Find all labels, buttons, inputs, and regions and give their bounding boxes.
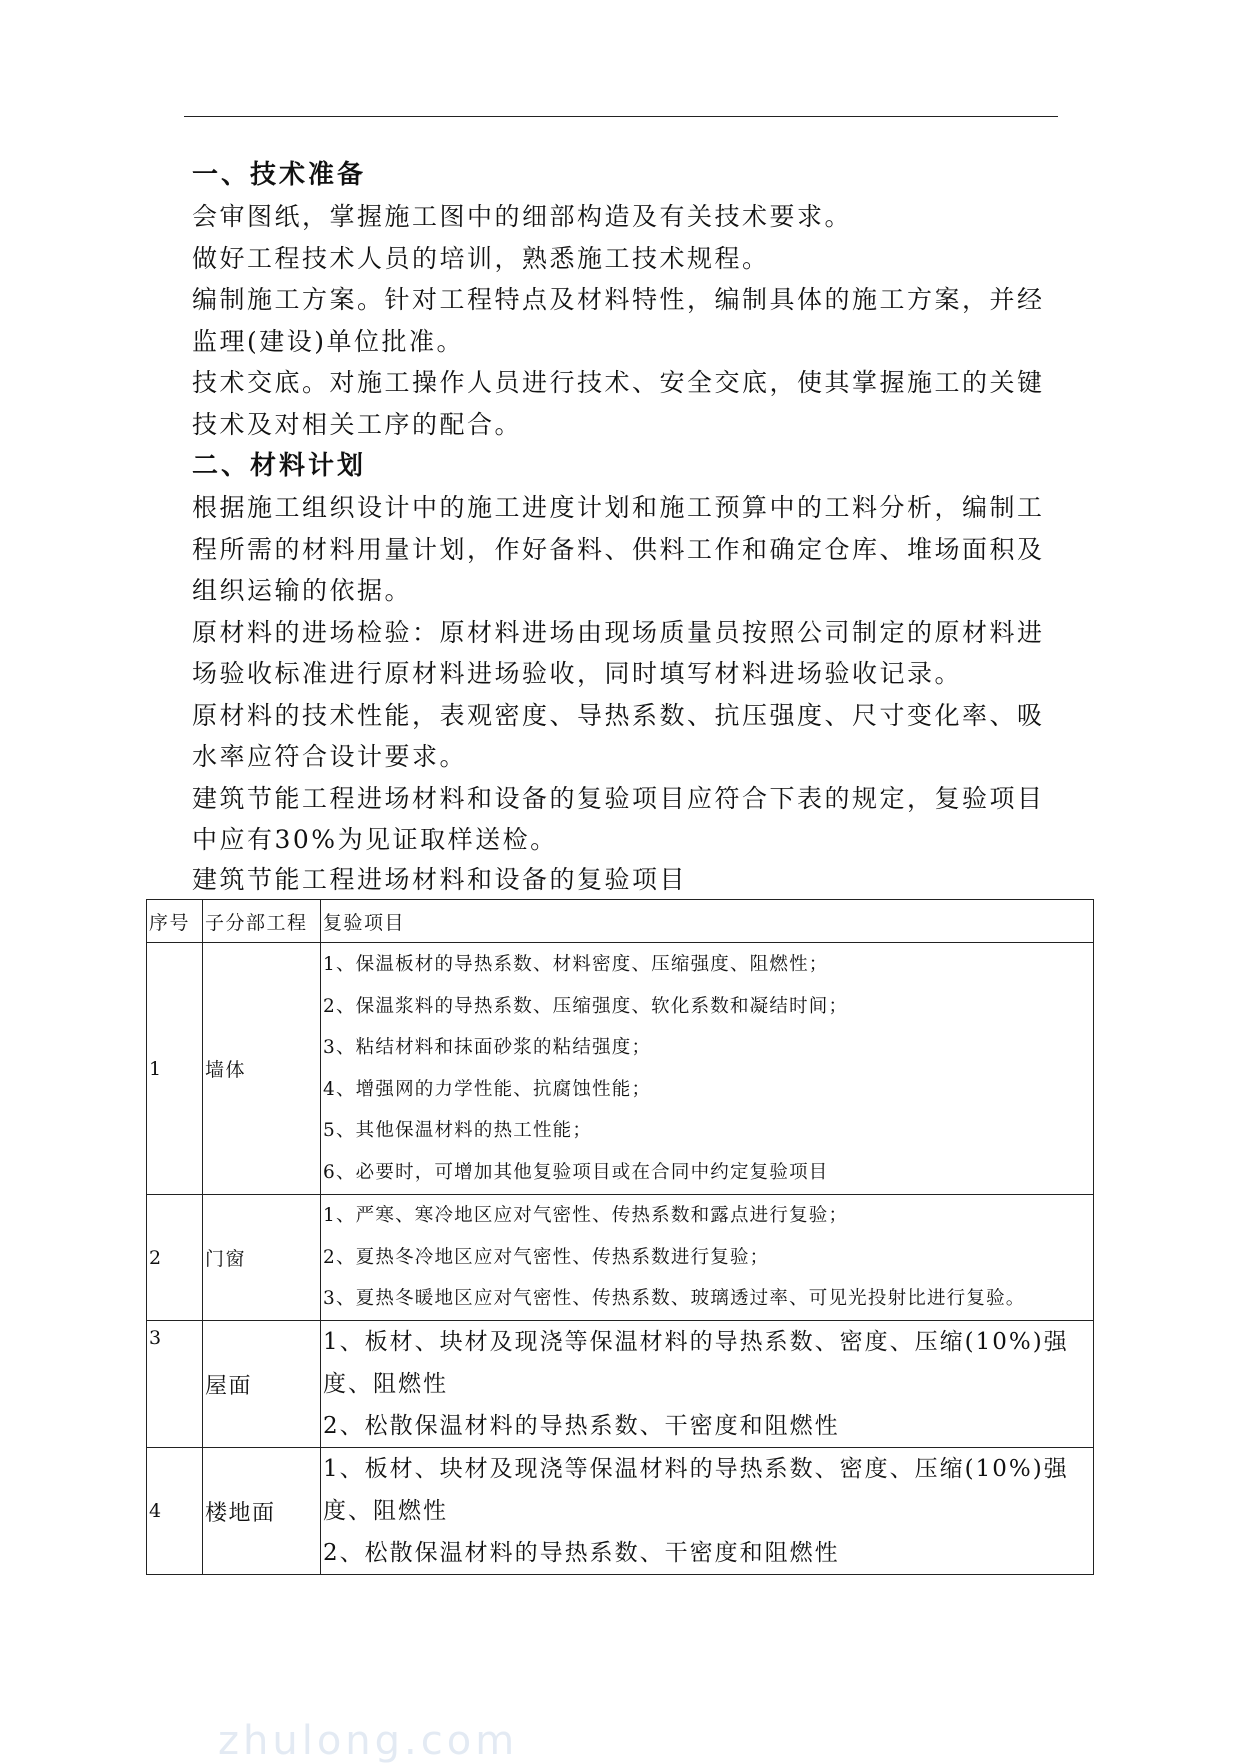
row-number: 1 bbox=[147, 943, 203, 1195]
review-item: 3、夏热冬暖地区应对气密性、传热系数、玻璃透过率、可见光投射比进行复验。 bbox=[323, 1288, 1026, 1310]
review-item: 2、松散保温材料的导热系数、干密度和阻燃性 bbox=[323, 1413, 840, 1439]
review-item: 2、夏热冬冷地区应对气密性、传热系数进行复验； bbox=[323, 1246, 770, 1268]
table-row bbox=[147, 943, 1094, 1195]
row-category: 门窗 bbox=[203, 1195, 321, 1321]
row-number: 3 bbox=[147, 1321, 203, 1448]
header-cell-no: 序号 bbox=[147, 900, 203, 943]
row-items bbox=[321, 1321, 1094, 1448]
document-body bbox=[192, 154, 1062, 861]
row-items bbox=[321, 1195, 1094, 1321]
section-heading-material-plan: 二、材料计划 bbox=[192, 451, 367, 481]
row-items bbox=[321, 1448, 1094, 1575]
review-item: 1、板材、块材及现浇等保温材料的导热系数、密度、压缩(10%)强度、阻燃性 bbox=[323, 1329, 1069, 1397]
table-caption: 建筑节能工程进场材料和设备的复验项目 bbox=[192, 865, 688, 894]
review-item: 6、必要时，可增加其他复验项目或在合同中约定复验项目 bbox=[323, 1161, 829, 1183]
review-item: 1、严寒、寒冷地区应对气密性、传热系数和露点进行复验； bbox=[323, 1205, 849, 1227]
paragraph: 根据施工组织设计中的施工进度计划和施工预算中的工料分析，编制工程所需的材料用量计划，作好备料、供料工作和确定仓库、堆场面积及组织运输的依据。 bbox=[192, 493, 1045, 605]
row-items bbox=[321, 943, 1094, 1195]
paragraph: 编制施工方案。针对工程特点及材料特性，编制具体的施工方案，并经监理(建设)单位批准。 bbox=[192, 285, 1045, 356]
row-category: 楼地面 bbox=[203, 1448, 321, 1575]
paragraph: 原材料的进场检验：原材料进场由现场质量员按照公司制定的原材料进场验收标准进行原材料进场验收，同时填写材料进场验收记录。 bbox=[192, 617, 1045, 688]
review-item: 2、保温浆料的导热系数、压缩强度、软化系数和凝结时间； bbox=[323, 995, 849, 1017]
row-number: 4 bbox=[147, 1448, 203, 1575]
header-cell-items: 复验项目 bbox=[321, 900, 1094, 943]
header-cell-category: 子分部工程 bbox=[203, 900, 321, 943]
table-header-row bbox=[147, 900, 1094, 943]
review-item: 1、保温板材的导热系数、材料密度、压缩强度、阻燃性； bbox=[323, 954, 829, 975]
review-items-table bbox=[146, 899, 1094, 1575]
paragraph: 做好工程技术人员的培训，熟悉施工技术规程。 bbox=[192, 243, 770, 273]
watermark: zhulong.com bbox=[218, 1718, 519, 1764]
paragraph: 建筑节能工程进场材料和设备的复验项目应符合下表的规定，复验项目中应有30%为见证取样送检。 bbox=[192, 783, 1045, 854]
review-item: 1、板材、块材及现浇等保温材料的导热系数、密度、压缩(10%)强度、阻燃性 bbox=[323, 1456, 1069, 1524]
row-category: 屋面 bbox=[203, 1321, 321, 1448]
table-row bbox=[147, 1195, 1094, 1321]
review-item: 2、松散保温材料的导热系数、干密度和阻燃性 bbox=[323, 1540, 840, 1566]
review-item: 4、增强网的力学性能、抗腐蚀性能； bbox=[323, 1078, 652, 1100]
row-number: 2 bbox=[147, 1195, 203, 1321]
section-heading-technical-prep: 一、技术准备 bbox=[192, 160, 367, 190]
table-row bbox=[147, 1448, 1094, 1575]
header-rule bbox=[184, 116, 1058, 117]
row-category: 墙体 bbox=[203, 943, 321, 1195]
table-row bbox=[147, 1321, 1094, 1448]
paragraph: 会审图纸，掌握施工图中的细部构造及有关技术要求。 bbox=[192, 202, 853, 231]
paragraph: 技术交底。对施工操作人员进行技术、安全交底，使其掌握施工的关键技术及对相关工序的配合。 bbox=[192, 368, 1045, 439]
review-item: 5、其他保温材料的热工性能； bbox=[323, 1120, 593, 1141]
paragraph: 原材料的技术性能，表观密度、导热系数、抗压强度、尺寸变化率、吸水率应符合设计要求。 bbox=[192, 700, 1045, 771]
review-item: 3、粘结材料和抹面砂浆的粘结强度； bbox=[323, 1037, 652, 1058]
